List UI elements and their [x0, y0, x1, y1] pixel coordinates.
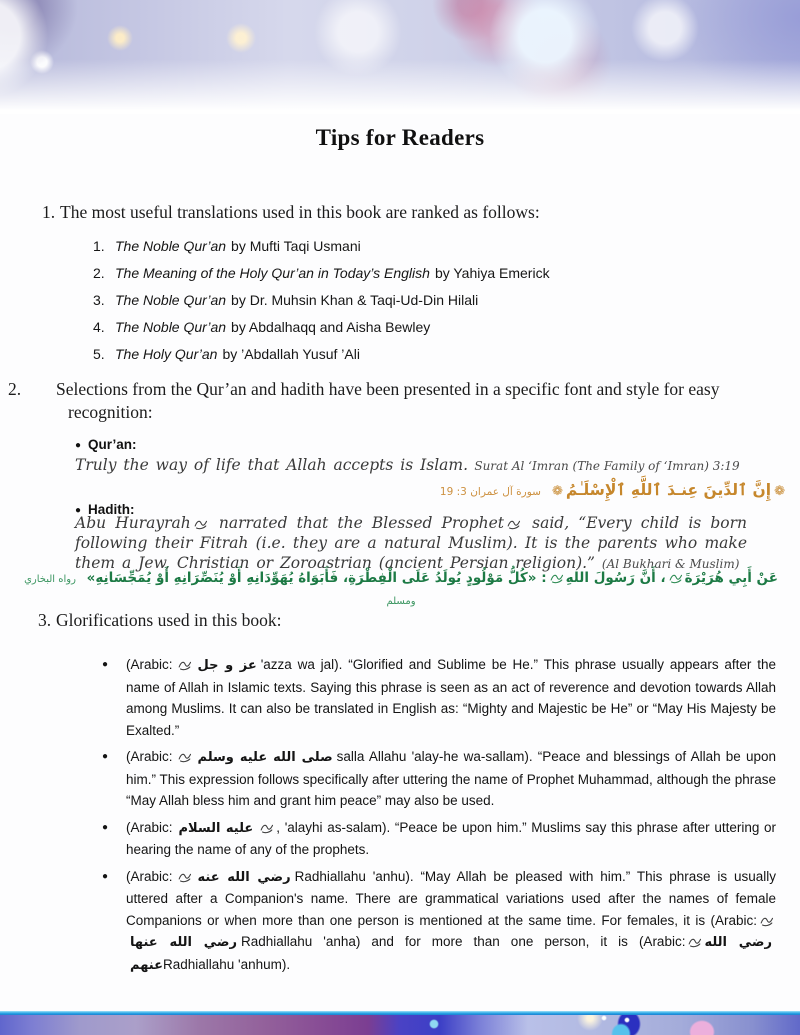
arabic-phrase: عز و جل [197, 658, 257, 673]
quran-quote-reference: Surat Al ‘Imran (The Family of ‘Imran) 3:19 [474, 459, 740, 473]
honorific-emblem-icon [177, 659, 192, 671]
honorific-emblem-icon [668, 572, 683, 584]
quran-label-text: Qur’an: [88, 437, 137, 452]
item-number: 1. [93, 238, 105, 254]
arabic-lead: (Arabic: [126, 657, 173, 672]
honorific-emblem-icon [506, 518, 521, 530]
verse-arabic-text: إِنَّ ٱلدِّينَ عِنـدَ ٱللَّهِ ٱلْإِسْلَـٰمُ [565, 481, 772, 499]
section-heading-text: Glorifications used in this book: [56, 610, 282, 630]
book-title: The Noble Qur’an [115, 319, 227, 335]
arabic-lead: (Arabic: [126, 819, 173, 835]
hadith-text-part: Abu Hurayrah [75, 514, 191, 532]
hadith-translation-paragraph [75, 513, 747, 574]
item-number: 5. [93, 346, 105, 362]
header-bokeh-decoration [0, 0, 800, 114]
honorific-emblem-icon [177, 871, 192, 883]
item-number: 3. [93, 292, 105, 308]
quran-quote-line [75, 455, 765, 476]
section-2-heading [8, 378, 792, 423]
glorification-item [100, 817, 776, 861]
glorifications-list [100, 654, 776, 981]
arabic-lead: (Arabic: [126, 868, 173, 884]
book-author: by Mufti Taqi Usmani [231, 238, 361, 254]
hadith-text-part: narrated that the Blessed Prophet [209, 514, 505, 532]
section-heading-text: Selections from the Qur’an and hadith have been presented in a specific font and style for easy recognition: [56, 379, 720, 422]
item-number: 4. [93, 319, 105, 335]
glorification-item [100, 654, 776, 741]
list-item [93, 233, 753, 260]
footer-decoration [0, 1011, 800, 1035]
quran-arabic-verse [0, 479, 788, 504]
quran-quote-text: Truly the way of life that Allah accepts is Islam. [75, 456, 469, 474]
hadith-arabic-source: رواه البخاري ومسلم [24, 574, 416, 607]
arabic-lead: (Arabic: [126, 749, 173, 764]
section-number: 3. [38, 610, 52, 630]
section-3-heading [38, 609, 738, 632]
book-author: by ’Abdallah Yusuf ’Ali [222, 346, 360, 362]
bullet-dot-icon: ● [75, 440, 82, 451]
glorification-text: Radhiallahu 'anhum). [162, 956, 291, 972]
verse-arabic-reference: سورة آل عمران 3: 19 [439, 486, 541, 498]
list-item [93, 341, 753, 368]
arabic-phrase: رضي الله عنها [130, 935, 237, 950]
honorific-emblem-icon [259, 822, 274, 834]
honorific-emblem-icon [759, 915, 774, 927]
list-item [93, 260, 753, 287]
glorification-text: , 'alayhi as-salam). “Peace be upon him.” Muslims say this phrase after uttering or hearing the name of any of the prophets. [126, 819, 777, 857]
arabic-phrase: رضي الله عنهم [130, 935, 772, 973]
book-title: The Holy Qur’an [115, 346, 218, 362]
bullet-dot-icon: ● [75, 505, 82, 516]
glorification-item [100, 746, 776, 812]
glorification-text: Radhiallahu 'anhu). “May Allah be pleased with him.” This phrase is usually uttered after a Companion's name. There are grammatical variations used after the names of female Companions or when more than one person is mentioned at the same time. For females, it is (Arabic: [126, 868, 776, 928]
list-item [93, 287, 753, 314]
hadith-arabic-part: : «كُلُّ مَوْلُودٍ يُولَدُ عَلَى الْفِطْرَةِ، فَأَبَوَاهُ يُهَوِّدَانِهِ أَوْ يُنَصِّرَانِهِ أَوْ يُمَجِّسَانِهِ» [86, 570, 547, 586]
book-title: The Meaning of the Holy Qur’an in Today’s English [115, 265, 430, 281]
glorification-item [100, 866, 776, 977]
translations-list [93, 233, 753, 368]
hadith-text-part: said, “Every child is born following their Fitrah (i.e. they are a natural Muslim). It is the parents who make them a Jew, Christian or Zoroastrian (ancient Persian religion).” [75, 514, 748, 572]
arabic-phrase: رضي الله عنه [197, 869, 291, 885]
section-heading-text: The most useful translations used in this book are ranked as follows: [60, 202, 540, 222]
book-title: The Noble Qur’an [115, 292, 227, 308]
bullet-dot-icon: ● [102, 821, 109, 833]
honorific-emblem-icon [549, 572, 564, 584]
honorific-emblem-icon [177, 751, 192, 763]
list-item [93, 314, 753, 341]
hadith-arabic-part: عَنْ أَبِي هُرَيْرَةَ [684, 570, 778, 586]
bullet-dot-icon: ● [102, 870, 109, 882]
glorification-text: Radhiallahu 'anha) and for more than one person, it is (Arabic: [240, 934, 686, 949]
section-1-heading [42, 201, 772, 224]
hadith-arabic-part: ، أَنَّ رَسُولَ اللهِ [565, 570, 666, 586]
glorification-text: 'azza wa jal). “Glorified and Sublime be He.” This phrase usually appears after the name of Allah in Islamic texts. Saying this phrase is seen as an act of reverence and devotion towards Allah among Muslims. It can also be translated in English as: “Mighty and Majestic be He” or “May His Majesty be Exalted.” [126, 657, 776, 738]
book-title: The Noble Qur’an [115, 238, 227, 254]
glorification-text: salla Allahu 'alay-he wa-sallam). “Peace and blessings of Allah be upon him.” This expression follows specifically after uttering the name of Prophet Muhammad, although the phrase “May Allah bless him and grant him peace” may also be used. [126, 749, 776, 808]
honorific-emblem-icon [193, 518, 208, 530]
honorific-emblem-icon [687, 936, 702, 948]
hadith-label-text: Hadith: [88, 502, 135, 517]
book-author: by Abdalhaqq and Aisha Bewley [231, 319, 431, 335]
bullet-dot-icon: ● [102, 751, 109, 762]
page-title: Tips for Readers [315, 125, 485, 150]
hadith-source-reference: (Al Bukhari & Muslim) [601, 557, 740, 571]
hadith-arabic-line [18, 568, 784, 612]
section-number: 2. [8, 379, 22, 399]
verse-ornament-icon: ❁ [774, 484, 785, 499]
verse-ornament-icon: ❁ [551, 484, 563, 499]
book-author: by Yahiya Emerick [434, 265, 550, 281]
book-author: by Dr. Muhsin Khan & Taqi-Ud-Din Hilali [231, 292, 479, 308]
arabic-phrase: عليه السلام [178, 820, 254, 836]
bullet-dot-icon: ● [102, 659, 109, 670]
quran-label [75, 437, 137, 454]
footer-shapes-band [0, 1015, 800, 1035]
item-number: 2. [93, 265, 105, 281]
section-number: 1. [42, 202, 56, 222]
arabic-phrase: صلى الله عليه وسلم [197, 750, 333, 765]
